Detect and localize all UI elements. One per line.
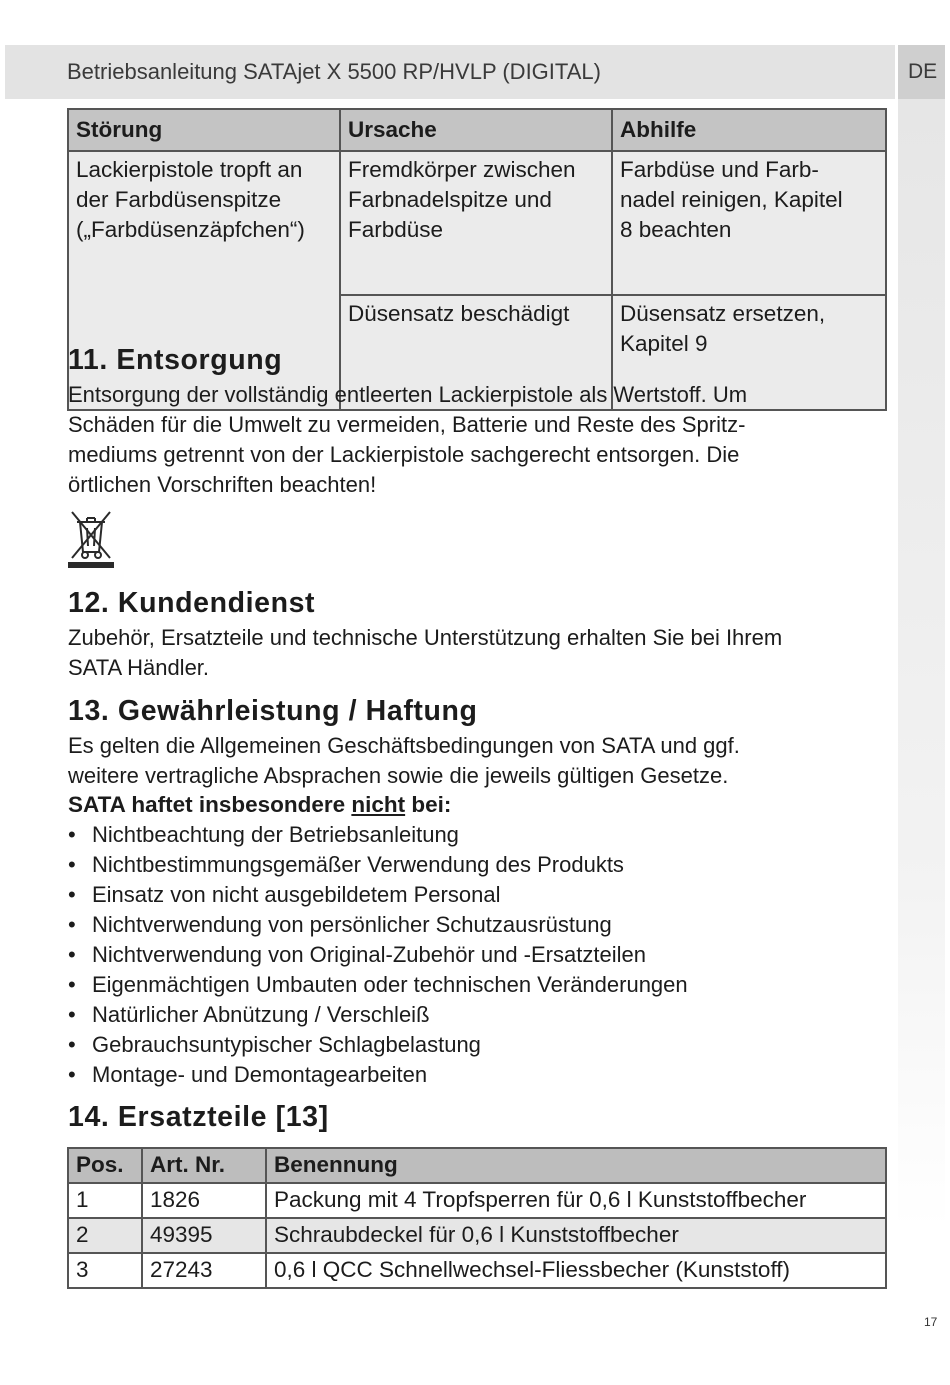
column-header-pos: Pos. xyxy=(68,1148,142,1183)
side-strip xyxy=(898,99,945,1229)
benennung-cell: 0,6 l QCC Schnellwechsel-Fliessbecher (Kunststoff) xyxy=(266,1253,886,1288)
page-number: 17 xyxy=(924,1315,938,1329)
list-item: • Gebrauchsuntypischer Schlagbelastung xyxy=(68,1030,688,1060)
liability-list xyxy=(68,820,688,1090)
section-heading-gewaehrleistung: 13. Gewährleistung / Haftung xyxy=(68,695,478,727)
page-header xyxy=(5,45,895,99)
section-text-entsorgung: Entsorgung der vollständig entleerten Lackierpistole als Wertstoff. Um Schäden für die Umwelt zu vermeiden, Batterie und Reste des Spritz- mediums getrennt von der Lackierpistole sachgerecht entsorgen. Die örtlichen Vorschriften beachten! xyxy=(68,382,748,497)
list-item: • Eigenmächtigen Umbauten oder technischen Veränderungen xyxy=(68,970,688,1000)
pos-cell: 1 xyxy=(68,1183,142,1218)
list-item: • Nichtverwendung von persönlicher Schutzausrüstung xyxy=(68,910,688,940)
column-header-ursache: Ursache xyxy=(340,109,612,151)
liability-suffix: bei: xyxy=(405,792,452,817)
remedy-cell: Farbdüse und Farb- nadel reinigen, Kapitel 8 beachten xyxy=(612,151,886,295)
section-text-kundendienst: Zubehör, Ersatzteile und technische Unterstützung erhalten Sie bei Ihrem SATA Händler. xyxy=(68,625,783,680)
language-tab xyxy=(898,45,945,99)
benennung-cell: Schraubdeckel für 0,6 l Kunststoffbecher xyxy=(266,1218,886,1253)
language-label: DE xyxy=(908,60,938,83)
column-header-art-nr: Art. Nr. xyxy=(142,1148,266,1183)
document-title: Betriebsanleitung SATAjet X 5500 RP/HVLP (DIGITAL) xyxy=(67,59,601,84)
column-header-abhilfe: Abhilfe xyxy=(612,109,886,151)
remedy-cell: Düsensatz ersetzen, Kapitel 9 xyxy=(612,295,886,410)
section-text-gewaehrleistung: Es gelten die Allgemeinen Geschäftsbedingungen von SATA und ggf. weitere vertragliche Absprachen sowie die jeweils gültigen Gesetze. xyxy=(68,733,740,788)
table-row xyxy=(68,151,886,295)
liability-prefix: SATA haftet insbesondere xyxy=(68,792,352,817)
column-header-stoerung: Störung xyxy=(68,109,340,151)
table-header-row xyxy=(68,1148,886,1183)
list-item: • Montage- und Demontagearbeiten xyxy=(68,1060,688,1090)
pos-cell: 3 xyxy=(68,1253,142,1288)
liability-statement xyxy=(68,790,893,820)
list-item: • Nichtverwendung von Original-Zubehör und -Ersatzteilen xyxy=(68,940,688,970)
cause-cell: Fremdkörper zwischen Farbnadelspitze und Farbdüse xyxy=(340,151,612,295)
pos-cell: 2 xyxy=(68,1218,142,1253)
benennung-cell: Packung mit 4 Tropfsperren für 0,6 l Kunststoffbecher xyxy=(266,1183,886,1218)
list-item: • Natürlicher Abnützung / Verschleiß xyxy=(68,1000,688,1030)
art-nr-cell: 27243 xyxy=(142,1253,266,1288)
list-item: • Einsatz von nicht ausgebildetem Personal xyxy=(68,880,688,910)
list-item: • Nichtbestimmungsgemäßer Verwendung des Produkts xyxy=(68,850,688,880)
list-item: • Nichtbeachtung der Betriebsanleitung xyxy=(68,820,688,850)
section-heading-ersatzteile: 14. Ersatzteile [13] xyxy=(68,1101,329,1133)
table-row xyxy=(68,1253,886,1288)
table-row xyxy=(68,1218,886,1253)
section-heading-entsorgung: 11. Entsorgung xyxy=(68,344,283,376)
table-header-row xyxy=(68,109,886,151)
crossed-out-wheelie-bin-icon xyxy=(66,508,116,568)
table-row xyxy=(68,1183,886,1218)
fault-cell: Lackierpistole tropft an der Farbdüsenspitze („Farbdüsenzäpfchen“) xyxy=(68,151,340,410)
column-header-benennung: Benennung xyxy=(266,1148,886,1183)
liability-underlined: nicht xyxy=(351,792,406,817)
section-heading-kundendienst: 12. Kundendienst xyxy=(68,587,316,619)
spare-parts-table xyxy=(67,1147,887,1289)
cause-cell: Düsensatz beschädigt xyxy=(340,295,612,410)
art-nr-cell: 49395 xyxy=(142,1218,266,1253)
art-nr-cell: 1826 xyxy=(142,1183,266,1218)
